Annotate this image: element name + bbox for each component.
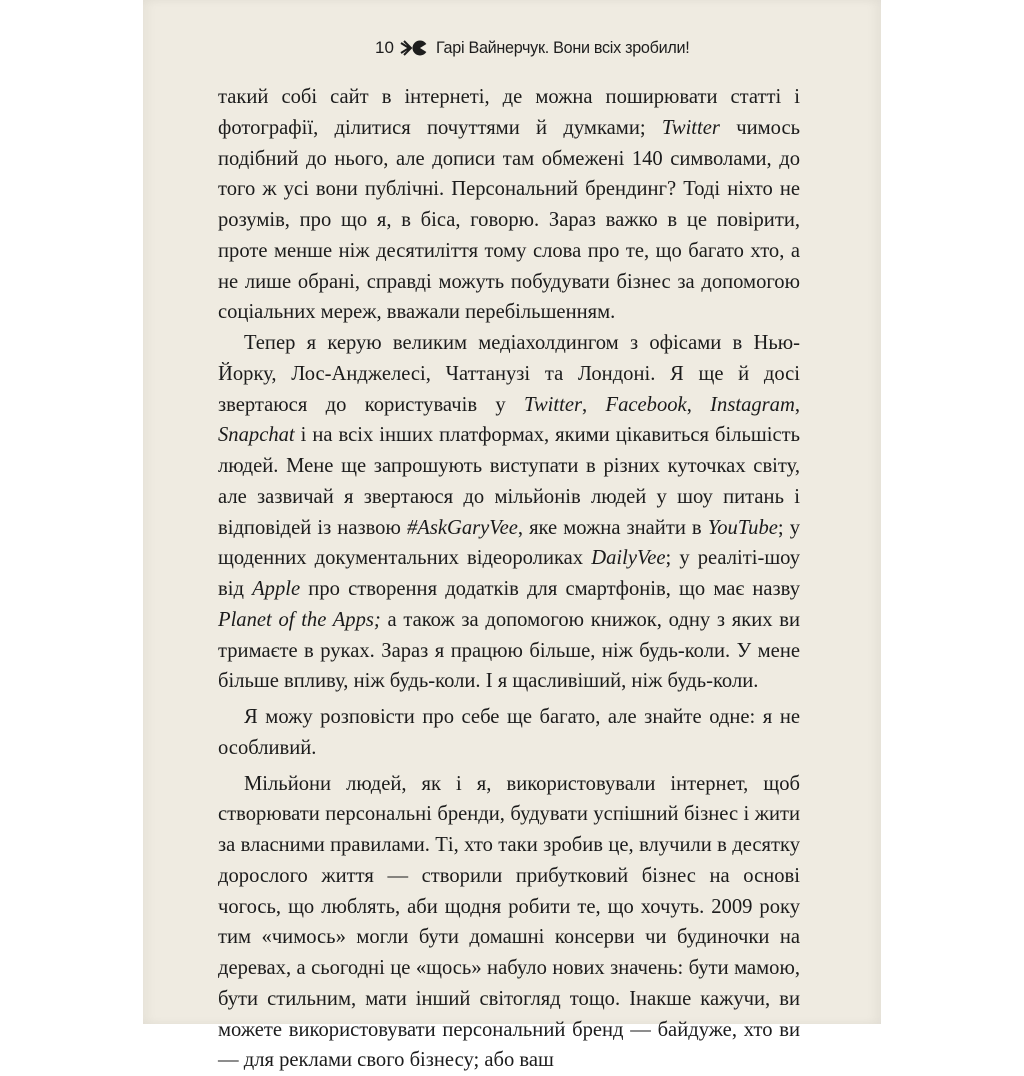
italic-text-span: Twitter	[662, 117, 720, 139]
italic-text-span: Twitter	[524, 394, 582, 416]
text-span: про створення додатків для смартфонів, що має назву	[300, 578, 800, 600]
text-span: такий собі сайт в інтернеті, де можна поширювати статті і фотографії, ділитися почуттями й думками;	[218, 86, 800, 139]
text-span: а також за допомогою книжок, одну з яких ви тримаєте в руках. Зараз я працюю більше, ніж будь-коли. У мене більше впливу, ніж будь-коли. І я щасливіший, ніж будь-коли.	[218, 609, 800, 693]
running-header	[375, 34, 800, 62]
page-number: 10	[375, 38, 394, 58]
text-span: чимось подібний до нього, але дописи там обмежені 140 символами, до того ж усі вони публічні. Персональний брендинг? Тоді ніхто не розумів, про що я, в біса, говорю. Зараз важко в це повірити, проте менше ніж десятиліття тому слова про те, що багато хто, а не лише обрані, справді можуть побудувати бізнес за допомогою соціальних мереж, вважали перебільшенням.	[218, 117, 800, 324]
paragraph	[218, 769, 800, 1076]
text-span: Мільйони людей, як і я, використовували інтернет, щоб створювати персональні бренди, будувати успішний бізнес і жити за власними правилами. Ті, хто таки зробив це, влучили в десятку дорослого життя — створили прибутковий бізнес на основі чогось, що люблять, аби щодня робити те, що хочуть. 2009 року тим «чимось» могли бути домашні консерви чи будиночки на деревах, а сьогодні це «щось» набуло нових значень: бути мамою, бути стильним, мати інший світогляд тощо. Інакше кажучи, ви можете використовувати персональний бренд — байдуже, хто ви — для реклами свого бізнесу; або ваш	[218, 773, 800, 1072]
text-span: Я можу розповісти про себе ще багато, але знайте одне: я не особливий.	[218, 706, 800, 759]
paragraph	[218, 702, 800, 764]
text-span: , яке можна знайти в	[518, 517, 708, 539]
italic-text-span: DailyVee	[591, 547, 665, 569]
italic-text-span: Facebook	[605, 394, 686, 416]
paragraph	[218, 82, 800, 328]
text-span: ,	[582, 394, 605, 416]
book-title: Гарі Вайнерчук. Вони всіх зробили!	[436, 38, 689, 58]
text-span: ,	[795, 394, 800, 416]
text-span: ,	[687, 394, 710, 416]
paragraph	[218, 328, 800, 697]
italic-text-span: Snapchat	[218, 424, 295, 446]
text-span: ; у реаліті-шоу від	[218, 547, 800, 600]
italic-text-span: Instagram	[710, 394, 795, 416]
italic-text-span: Apple	[252, 578, 300, 600]
text-span: Тепер я керую великим медіахолдингом з офісами в Нью-Йорку, Лос-Анджелесі, Чаттанузі та Лондоні. Я ще й досі звертаюся до користувачів у	[218, 332, 800, 416]
italic-text-span: #AskGaryVee	[407, 517, 518, 539]
text-span: ; у щоденних документальних відеороликах	[218, 517, 800, 570]
italic-text-span: Planet of the Apps;	[218, 609, 381, 631]
crossed-arrows-emblem-icon	[400, 39, 430, 57]
text-span: і на всіх інших платформах, якими цікавиться більшість людей. Мене ще запрошують виступати в різних куточках світу, але зазвичай я звертаюся до мільйонів людей у шоу питань і відповідей із назвою	[218, 424, 800, 538]
italic-text-span: YouTube	[708, 517, 778, 539]
body-text	[218, 82, 800, 1076]
